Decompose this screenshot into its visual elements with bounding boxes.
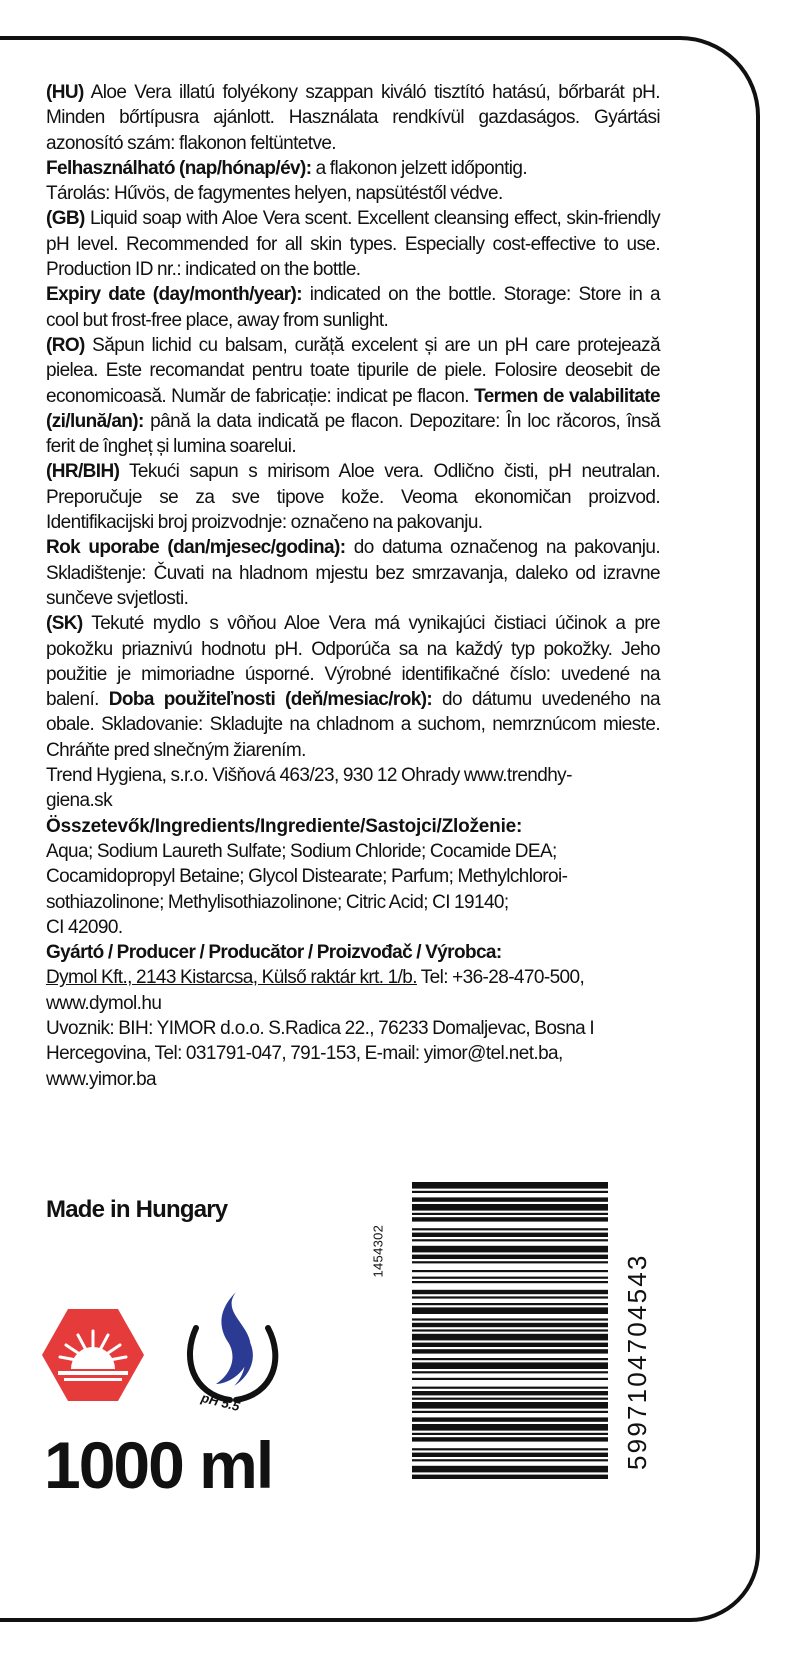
distributor [46,763,660,814]
producer-heading [46,940,660,965]
barcode-bar [412,1307,608,1314]
barcode-bars [412,1182,608,1479]
barcode-bar [412,1191,608,1193]
hu-expiry [46,156,660,181]
ingredients-line: Aqua; Sodium Laureth Sulfate; Sodium Chloride; Cocamide DEA; [46,840,557,862]
producer-phone: Tel: +36-28-470-500, [416,967,585,989]
barcode-bar [412,1239,608,1241]
importer-website: www.yimor.ba [46,1068,157,1090]
gb-description: Liquid soap with Aloe Vera scent. Excellent cleansing effect, skin-friendly pH level. Recommended for all skin types. Especially cost-effective to use. Production ID nr.: indicated on the bottle. [46,208,660,281]
barcode-bar [412,1329,608,1331]
barcode-bar [412,1233,608,1237]
barcode-bar [412,1334,608,1341]
ingredients-line: Cocamidopropyl Betaine; Glycol Distearate; Parfum; Methylchloroi- [46,866,568,888]
barcode-bar [412,1448,608,1450]
barcode-bar [412,1362,608,1369]
section-sk [46,611,660,763]
barcode-bar [412,1466,608,1473]
section-hr [46,459,660,535]
made-in-label: Made in Hungary [46,1196,228,1223]
section-hu [46,80,660,156]
barcode-bar [412,1261,608,1263]
barcode-bar [412,1182,608,1189]
barcode-bar [412,1349,608,1353]
barcode-bar [412,1318,608,1320]
barcode-bar [412,1391,608,1395]
ro-expiry-text: până la data indicată pe flacon. Depozitare: În loc răcoros, însă ferit de îngheț și lumina soarelui. [46,410,660,458]
barcode-bar [412,1213,608,1215]
barcode-bar [412,1228,608,1230]
hr-expiry [46,535,660,611]
producer-website: www.dymol.hu [46,992,162,1014]
ro-description: Săpun lichid cu balsam, curăță excelent și are un pH care protejează pielea. Este recomandat pentru toate tipurile de piele. Folosire deosebit de economicoasă. Număr de fabricație: indicat pe flacon. [46,334,660,407]
distributor-line-1: Trend Hygiena, s.r.o. Višňová 463/23, 930 12 Ohrady www.trendhy- [46,765,572,787]
importer-details [46,1016,660,1092]
importer-line: Hercegovina, Tel: 031791-047, 791-153, E-mail: yimor@tel.net.ba, [46,1043,563,1065]
sun-hexagon-icon [40,1307,146,1403]
gb-expiry [46,282,660,333]
ingredients-line: CI 42090. [46,916,123,938]
gb-expiry-label: Expiry date (day/month/year): [46,284,302,306]
barcode-bar [412,1378,608,1380]
barcode-bar [412,1343,608,1347]
barcode-bar [412,1424,608,1431]
barcode-bar [412,1417,608,1421]
lang-code-gb: (GB) [46,208,85,230]
barcode-bar [412,1475,608,1479]
ph-flame-icon [178,1288,288,1416]
gb-expiry-text: indicated on the bottle. Storage: Store in a cool but frost-free place, away from sunlight. [46,284,660,331]
barcode-bar [412,1197,608,1201]
producer-heading-text: Gyártó / Producer / Producător / Proizvođač / Výrobca: [46,942,502,964]
barcode-digits: 5997104704543 [622,1253,652,1470]
lot-number: 1454302 [370,1224,386,1278]
barcode-bar [412,1281,608,1283]
hu-storage: Tárolás: Hűvös, de fagymentes helyen, napsütéstől védve. [46,183,503,205]
barcode-bar [412,1371,608,1373]
ph-label: pH 5.5 [199,1390,242,1414]
barcode-bar [412,1270,608,1272]
barcode-bar [412,1398,608,1400]
producer-address: Dymol Kft., 2143 Kistarcsa, Külső raktár krt. 1/b. [46,967,417,989]
hr-expiry-text: do datuma označenog na pakovanju. Skladištenje: Čuvati na hladnom mjestu bez smrzavanja, daleko od izravne sunčeve svjetlosti. [46,537,660,609]
importer-line: Uvoznik: BIH: YIMOR d.o.o. S.Radica 22., 76233 Domaljevac, Bosna I [46,1017,594,1039]
barcode-bar [412,1290,608,1294]
hr-expiry-label: Rok uporabe (dan/mjesec/godina): [46,537,346,559]
barcode-bar [412,1358,608,1360]
hu-expiry-label: Felhasználható (nap/hónap/év): [46,157,312,179]
lang-code-ro: (RO) [46,334,85,356]
lang-code-sk: (SK) [46,613,83,635]
volume-label: 1000 ml [44,1428,273,1502]
hr-description: Tekući sapun s mirisom Aloe vera. Odlično čisti, pH neutralan. Preporučuje se za sve tipove kože. Veoma ekonomičan proizvod. Identifikacijski broj proizvodnje: označeno na pakovanju. [46,461,660,534]
ingredients-line: sothiazolinone; Methylisothiazolinone; Citric Acid; CI 19140; [46,891,509,913]
lang-code-hu: (HU) [46,82,84,103]
distributor-line-2: giena.sk [46,790,112,812]
section-ro [46,333,660,459]
section-gb [46,206,660,282]
barcode-bar [412,1303,608,1305]
producer-details [46,965,660,1016]
sk-expiry-label: Doba použiteľnosti (deň/mesiac/rok): [108,689,433,711]
barcode-bar [412,1277,608,1279]
sk-expiry-text: do dátumu uvedeného na obale. Skladovanie: Skladujte na chladnom a suchom, nemrznúcom mieste. Chráňte pred slnečným žiarením. [46,689,660,761]
barcode-bar [412,1453,608,1457]
barcode-bar [412,1437,608,1441]
ingredients-heading: Összetevők/Ingredients/Ingrediente/Sastojci/Zloženie: [46,815,523,837]
hu-expiry-text: a flakonon jelzett időpontig. [311,157,528,179]
barcode-bar [412,1433,608,1435]
barcode-bar [412,1217,608,1221]
lang-code-hr: (HR/BIH) [46,461,120,483]
barcode [412,1178,656,1482]
barcode-bar [412,1246,608,1253]
barcode-bar [412,1402,608,1409]
barcode-bar [412,1204,608,1211]
ingredients-list [46,839,660,940]
hu-description: Aloe Vera illatú folyékony szappan kiváló tisztító hatású, bőrbarát pH. Minden bőrtípusra ajánlott. Használata rendkívül gazdaságos. Gyártási azonosító szám: flakonon feltüntetve. [46,82,660,154]
barcode-bar [412,1411,608,1413]
ro-expiry-label: Termen de valabilitate (zi/lună/an): [46,385,660,432]
barcode-bar [412,1387,608,1389]
barcode-bar [412,1459,608,1461]
barcode-bar [412,1296,608,1298]
sk-description: Tekuté mydlo s vôňou Aloe Vera má vynikajúci čistiaci účinok a pre pokožku priaznivú hodnotu pH. Odporúča sa na každý typ pokožky. Jeho použitie je mimoriadne úsporné. Výrobné identifikačné číslo: uvedené na balení. [46,613,660,711]
barcode-bar [412,1323,608,1327]
barcode-bar [412,1255,608,1259]
label-text [46,80,660,1092]
